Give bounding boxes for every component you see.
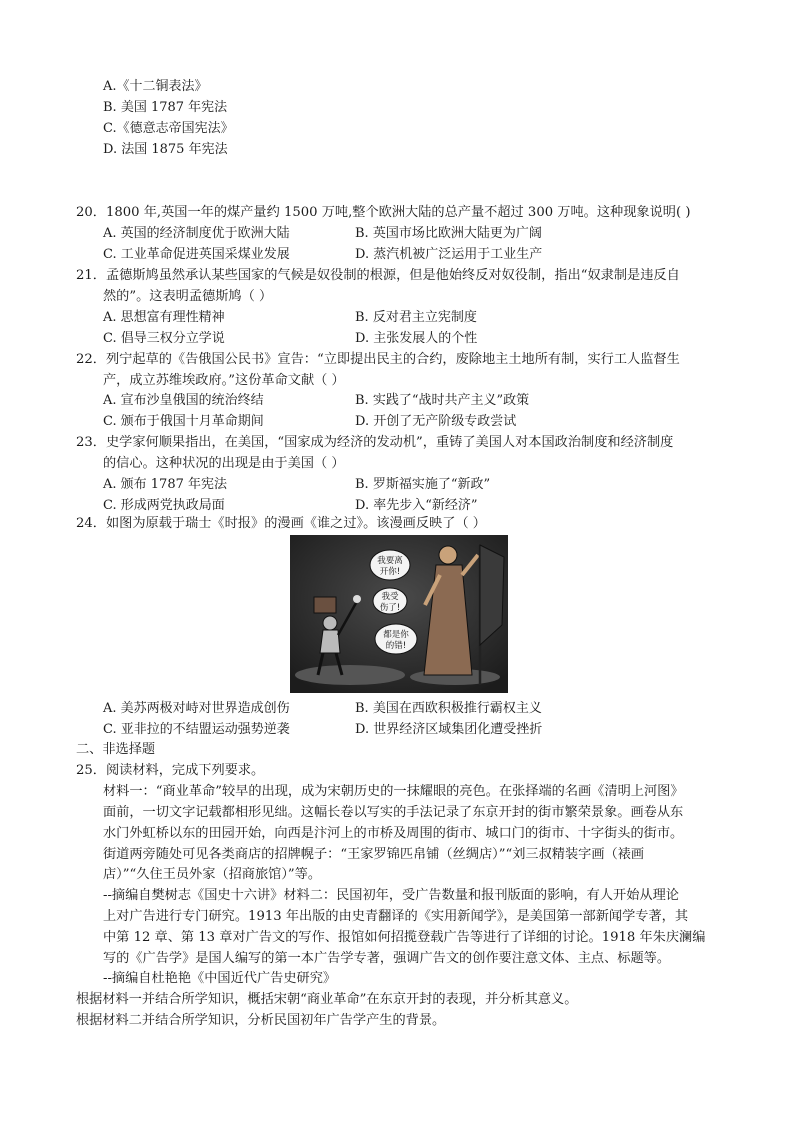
q23-stem-line1: 23．史学家何顺果指出，在美国，“国家成为经济的发动机”，重铸了美国人对本国政治制度和经济制度: [76, 435, 674, 450]
q21-option-a: A. 思想富有理性精神: [103, 310, 225, 325]
q24-stem: 24．如图为原载于瑞士《时报》的漫画《谁之过》。该漫画反映了（ ）: [76, 516, 486, 531]
q23-option-c: C. 形成两党执政局面: [103, 498, 225, 513]
bubble1-line2: 开你!: [379, 567, 401, 577]
q19-option-d: D. 法国 1875 年宪法: [103, 142, 228, 157]
q24-option-c: C. 亚非拉的不结盟运动强势逆袭: [103, 722, 290, 737]
q20-option-c: C. 工业革命促进英国采煤业发展: [103, 247, 290, 262]
q25-requirement-2: 根据材料二并结合所学知识，分析民国初年广告学产生的背景。: [76, 1013, 446, 1028]
q20-option-b: B. 英国市场比欧洲大陆更为广阔: [355, 226, 542, 241]
q25-line: 水门外虹桥以东的田园开始，向西是汴河上的市桥及周围的街市、城口门的街市、十字街头的街市。: [103, 826, 684, 841]
q22-stem-line1: 22．列宁起草的《告俄国公民书》宣告：“立即提出民主的合约，废除地主土地所有制，实行工人监督生: [76, 352, 680, 367]
q22-option-b: B. 实践了“战时共产主义”政策: [355, 393, 530, 408]
q21-stem-line2: 然的”。这表明孟德斯鸠（ ）: [103, 289, 273, 304]
q24-option-d: D. 世界经济区域集团化遭受挫折: [355, 722, 543, 737]
q25-line: --摘编自杜艳艳《中国近代广告史研究》: [103, 971, 337, 986]
q25-requirement-1: 根据材料一并结合所学知识，概括宋朝“商业革命”在东京开封的表现，并分析其意义。: [76, 992, 578, 1007]
q22-option-a: A. 宣布沙皇俄国的统治终结: [103, 393, 264, 408]
q20-option-a: A. 英国的经济制度优于欧洲大陆: [103, 226, 290, 241]
q25-line: 店）”“久住王员外家（招商旅馆）”等。: [103, 867, 322, 882]
q22-stem-line2: 产，成立苏维埃政府。”这份革命文献（ ）: [103, 373, 345, 388]
q21-option-c: C. 倡导三权分立学说: [103, 331, 225, 346]
q23-option-a: A. 颁布 1787 年宪法: [103, 477, 228, 492]
q25-line: 写的《广告学》是国人编写的第一本广告学专著，强调广告文的创作要注意文体、主点、标题等。: [103, 951, 671, 966]
q25-line: --摘编自樊树志《国史十六讲》材料二：民国初年，受广告数量和报刊版面的影响，有人开始从理论: [103, 888, 679, 903]
q21-option-b: B. 反对君主立宪制度: [355, 310, 477, 325]
q22-option-d: D. 开创了无产阶级专政尝试: [355, 414, 517, 429]
q25-stem: 25．阅读材料，完成下列要求。: [76, 763, 265, 778]
q20-stem: 20．1800 年,英国一年的煤产量约 1500 万吨,整个欧洲大陆的总产量不超过 300 万吨。这种现象说明( ): [76, 205, 691, 220]
q21-stem-line1: 21．孟德斯鸠虽然承认某些国家的气候是奴役制的根源，但是他始终反对奴役制，指出“奴隶制是违反自: [76, 268, 680, 283]
bubble2-line1: 我受: [381, 592, 399, 602]
q21-option-d: D. 主张发展人的个性: [355, 331, 478, 346]
q25-line: 中第 12 章、第 13 章对广告文的写作、报馆如何招揽登载广告等进行了详细的讨论。1918 年朱庆澜编: [103, 930, 706, 945]
q23-option-b: B. 罗斯福实施了“新政”: [355, 477, 491, 492]
q25-line: 面前，一切文字记载都相形见绌。这幅长卷以写实的手法记录了东京开封的街市繁荣景象。画卷从东: [103, 805, 684, 820]
section-heading: 二、非选择题: [76, 742, 156, 757]
q25-line: 材料一：“商业革命”较早的出现，成为宋朝历史的一抹耀眼的亮色。在张择端的名画《清明上河图》: [103, 784, 684, 799]
q23-stem-line2: 的信心。这种状况的出现是由于美国（ ）: [103, 456, 345, 471]
cartoon-image: [290, 535, 508, 693]
bubble3-line1: 都是你: [383, 630, 409, 640]
q19-option-b: B. 美国 1787 年宪法: [103, 100, 228, 115]
q25-line: 街道两旁随处可见各类商店的招牌幌子：“王家罗锦匹帛铺（丝绸店）”“刘三叔精装字画（裱画: [103, 847, 645, 862]
bubble2-line2: 伤了!: [379, 603, 401, 613]
q20-option-d: D. 蒸汽机被广泛运用于工业生产: [355, 247, 543, 262]
q19-option-a: A.《十二铜表法》: [103, 79, 208, 94]
q23-option-d: D. 率先步入“新经济”: [355, 498, 478, 513]
q24-option-a: A. 美苏两极对峙对世界造成创伤: [103, 701, 290, 716]
q19-option-c: C.《德意志帝国宪法》: [103, 121, 234, 136]
q25-line: 上对广告进行专门研究。1913 年出版的由史青翻译的《实用新闻学》，是美国第一部新闻学专著，其: [103, 909, 689, 924]
q24-option-b: B. 美国在西欧积极推行霸权主义: [355, 701, 542, 716]
q22-option-c: C. 颁布于俄国十月革命期间: [103, 414, 264, 429]
bubble1-line1: 我要离: [377, 556, 403, 566]
cartoon-drawing: [290, 535, 508, 693]
bubble3-line2: 的错!: [385, 641, 407, 651]
